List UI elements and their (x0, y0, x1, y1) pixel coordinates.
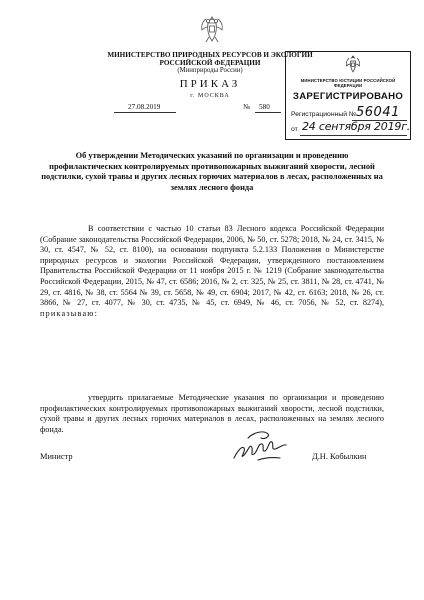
order-number-sign: № (243, 103, 250, 111)
stamp-coat-of-arms-icon (343, 54, 363, 74)
ministry-short-name: (Минприроды России) (177, 67, 243, 74)
stamp-registration-number: 56041 (356, 105, 400, 120)
stamp-registration-label: Регистрационный № (291, 111, 357, 118)
ministry-name-line1: МИНИСТЕРСТВО ПРИРОДНЫХ РЕСУРСОВ И ЭКОЛОГИИ (107, 51, 313, 59)
handwritten-signature-icon (228, 428, 292, 464)
signatory-title: Министр (40, 452, 73, 461)
order-number: 580 (259, 103, 270, 111)
stamp-from-label: от (291, 126, 298, 133)
paragraph-1-text: В соответствии с частью 10 статьи 83 Лесного кодекса Российской Федерации (Собрание законодательства Российской Федерации, 2006, № 50, ст. 5278; 2018, № 24, ст. 3415, № 30, ст. 4547, № 52, ст. 8100), на основании подпункта 5.2.133 Положения о Министерстве природных ресурсов и экологии Российской Федерации, утвержденного постановлением Правительства Российской Федерации от 11 ноября 2015 г. № 1219 (Собрание законодательства Российской Федерации, 2015, № 47, ст. 6586; 2016, № 2, ст. 325, № 25, ст. 3811, № 28, ст. 4741, № 29, ст. 4816, № 38, ст. 5564 № 39, ст. 5658, № 49, ст. 6904; 2017, № 42, ст. 6163; 2018, № 26, ст. 3866, № 27, ст. 4077, № 30, ст. 4735, № 45, ст. 6949, № 46, ст. 7056, № 52, ст. 8274), (40, 224, 384, 308)
document-title: Об утверждении Методических указаний по организации и проведению профилактических контролируемых противопожарных выжиганий хворости, лесной подстилки, сухой травы и других лесных горючих материалов в лесах, расположенных на землях лесного фонда (41, 151, 383, 192)
number-underline (255, 112, 281, 113)
stamp-agency: МИНИСТЕРСТВО ЮСТИЦИИ РОССИЙСКОЙ ФЕДЕРАЦИИ (300, 78, 396, 88)
order-title: ПРИКАЗ (179, 78, 241, 90)
body-paragraph-1 (40, 224, 384, 319)
signatory-name: Д.Н. Кобылкин (312, 452, 367, 461)
stamp-status: ЗАРЕГИСТРИРОВАНО (292, 91, 404, 102)
city: г. МОСКВА (190, 93, 230, 99)
stamp-registration-date: 24 сентября 2019г. (302, 120, 411, 133)
ministry-name-line2: РОССИЙСКОЙ ФЕДЕРАЦИИ (159, 59, 261, 67)
body-paragraph-2: утвердить прилагаемые Методические указания по организации и проведению профилактических контролируемых противопожарных выжиганий хворости, лесной подстилки, сухой травы и других лесных горючих материалов в лесах, расположенных на землях лесного фонда. (40, 393, 384, 434)
coat-of-arms-icon (197, 13, 227, 45)
date-underline (114, 112, 176, 113)
command-word: приказываю: (40, 308, 99, 318)
stamp-date-underline (300, 135, 407, 136)
order-date: 27.08.2019 (128, 103, 161, 111)
